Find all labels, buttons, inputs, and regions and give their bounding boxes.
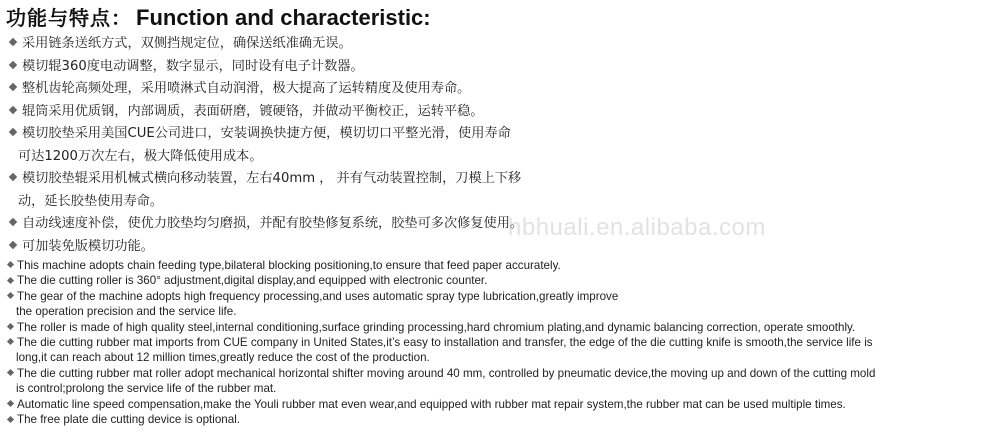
- list-item-text: 辊筒采用优质钢，内部调质，表面研磨，镀硬铬，并做动平衡校正，运转平稳。: [22, 103, 484, 119]
- list-item: [8, 33, 998, 56]
- diamond-bullet-icon: [7, 261, 14, 268]
- list-item-text: 模切辊360度电动调整，数字显示，同时设有电子计数器。: [22, 58, 364, 74]
- chinese-feature-list: [8, 33, 998, 258]
- list-item-text: The gear of the machine adopts high frequency processing,and uses automatic spray type lubrication,greatly improve: [17, 289, 619, 303]
- list-item: [6, 320, 998, 335]
- diamond-bullet-icon: [7, 338, 14, 345]
- list-item-text: The die cutting roller is 360° adjustment,digital display,and equipped with electronic counter.: [17, 274, 488, 288]
- list-item-text: 可加装免版模切功能。: [22, 238, 154, 254]
- list-item: [8, 236, 998, 259]
- english-feature-list: [6, 258, 998, 427]
- diamond-bullet-icon: [9, 240, 17, 248]
- list-item: [6, 412, 998, 427]
- diamond-bullet-icon: [7, 415, 14, 422]
- list-item-text: Automatic line speed compensation,make the Youli rubber mat even wear,and equipped with rubber mat repair system,the rubber mat can be used multiple times.: [17, 397, 846, 411]
- diamond-bullet-icon: [9, 105, 17, 113]
- list-item: [6, 258, 998, 273]
- diamond-bullet-icon: [9, 218, 17, 226]
- list-item: [6, 397, 998, 412]
- list-item-continuation: 动，延长胶垫使用寿命。: [18, 193, 164, 209]
- diamond-bullet-icon: [7, 323, 14, 330]
- list-item: [8, 101, 998, 124]
- list-item: [8, 123, 998, 168]
- list-item-text: 模切胶垫辊采用机械式横向移动装置，左右40mm ， 并有气动装置控制，刀模上下移: [22, 171, 522, 186]
- diamond-bullet-icon: [9, 38, 17, 46]
- list-item-text: The die cutting rubber mat imports from CUE company in United States,it’s easy to installation and transfer, the edge of the die cutting knife is smooth,the service life is: [17, 336, 873, 350]
- list-item-continuation: long,it can reach about 12 million times,greatly reduce the cost of the production.: [16, 351, 430, 365]
- list-item-continuation: 可达1200万次左右，极大降低使用成本。: [18, 148, 263, 164]
- title-english: Function and characteristic:: [136, 5, 431, 30]
- diamond-bullet-icon: [9, 173, 17, 181]
- list-item-text: 整机齿轮高频处理，采用喷淋式自动润滑，极大提高了运转精度及使用寿命。: [22, 81, 471, 96]
- list-item-text: 采用链条送纸方式，双侧挡规定位，确保送纸准确无误。: [22, 36, 352, 51]
- diamond-bullet-icon: [9, 83, 17, 91]
- diamond-bullet-icon: [9, 128, 17, 136]
- list-item: [6, 366, 998, 397]
- diamond-bullet-icon: [7, 277, 14, 284]
- list-item: [8, 213, 998, 236]
- diamond-bullet-icon: [9, 60, 17, 68]
- list-item-text: 自动线速度补偿，使优力胶垫均匀磨损，并配有胶垫修复系统，胶垫可多次修复使用。: [22, 216, 524, 231]
- list-item: [8, 56, 998, 79]
- list-item-continuation: the operation precision and the service life.: [16, 305, 237, 319]
- list-item: [6, 335, 998, 366]
- list-item-text: This machine adopts chain feeding type,bilateral blocking positioning,to ensure that feed paper accurately.: [17, 259, 561, 272]
- diamond-bullet-icon: [7, 400, 14, 407]
- page-title: [6, 2, 431, 30]
- title-chinese: 功能与特点：: [6, 6, 132, 30]
- list-item: [8, 168, 998, 213]
- list-item-text: The free plate die cutting device is optional.: [17, 413, 240, 427]
- list-item: [8, 78, 998, 101]
- diamond-bullet-icon: [7, 369, 14, 376]
- diamond-bullet-icon: [7, 292, 14, 299]
- list-item: [6, 273, 998, 288]
- list-item: [6, 289, 998, 320]
- watermark: hbhuali.en.alibaba.com: [508, 214, 766, 241]
- list-item-continuation: is control;prolong the service life of the rubber mat.: [16, 382, 277, 396]
- list-item-text: The roller is made of high quality steel,internal conditioning,surface grinding processing,hard chromium plating,and dynamic balancing correction, operate smoothly.: [17, 320, 856, 334]
- list-item-text: 模切胶垫采用美国CUE公司进口，安装调换快捷方便，模切切口平整光滑，使用寿命: [22, 126, 511, 141]
- list-item-text: The die cutting rubber mat roller adopt mechanical horizontal shifter moving around 40 mm, controlled by pneumatic device,the moving up and down of the cutting mold: [17, 366, 876, 380]
